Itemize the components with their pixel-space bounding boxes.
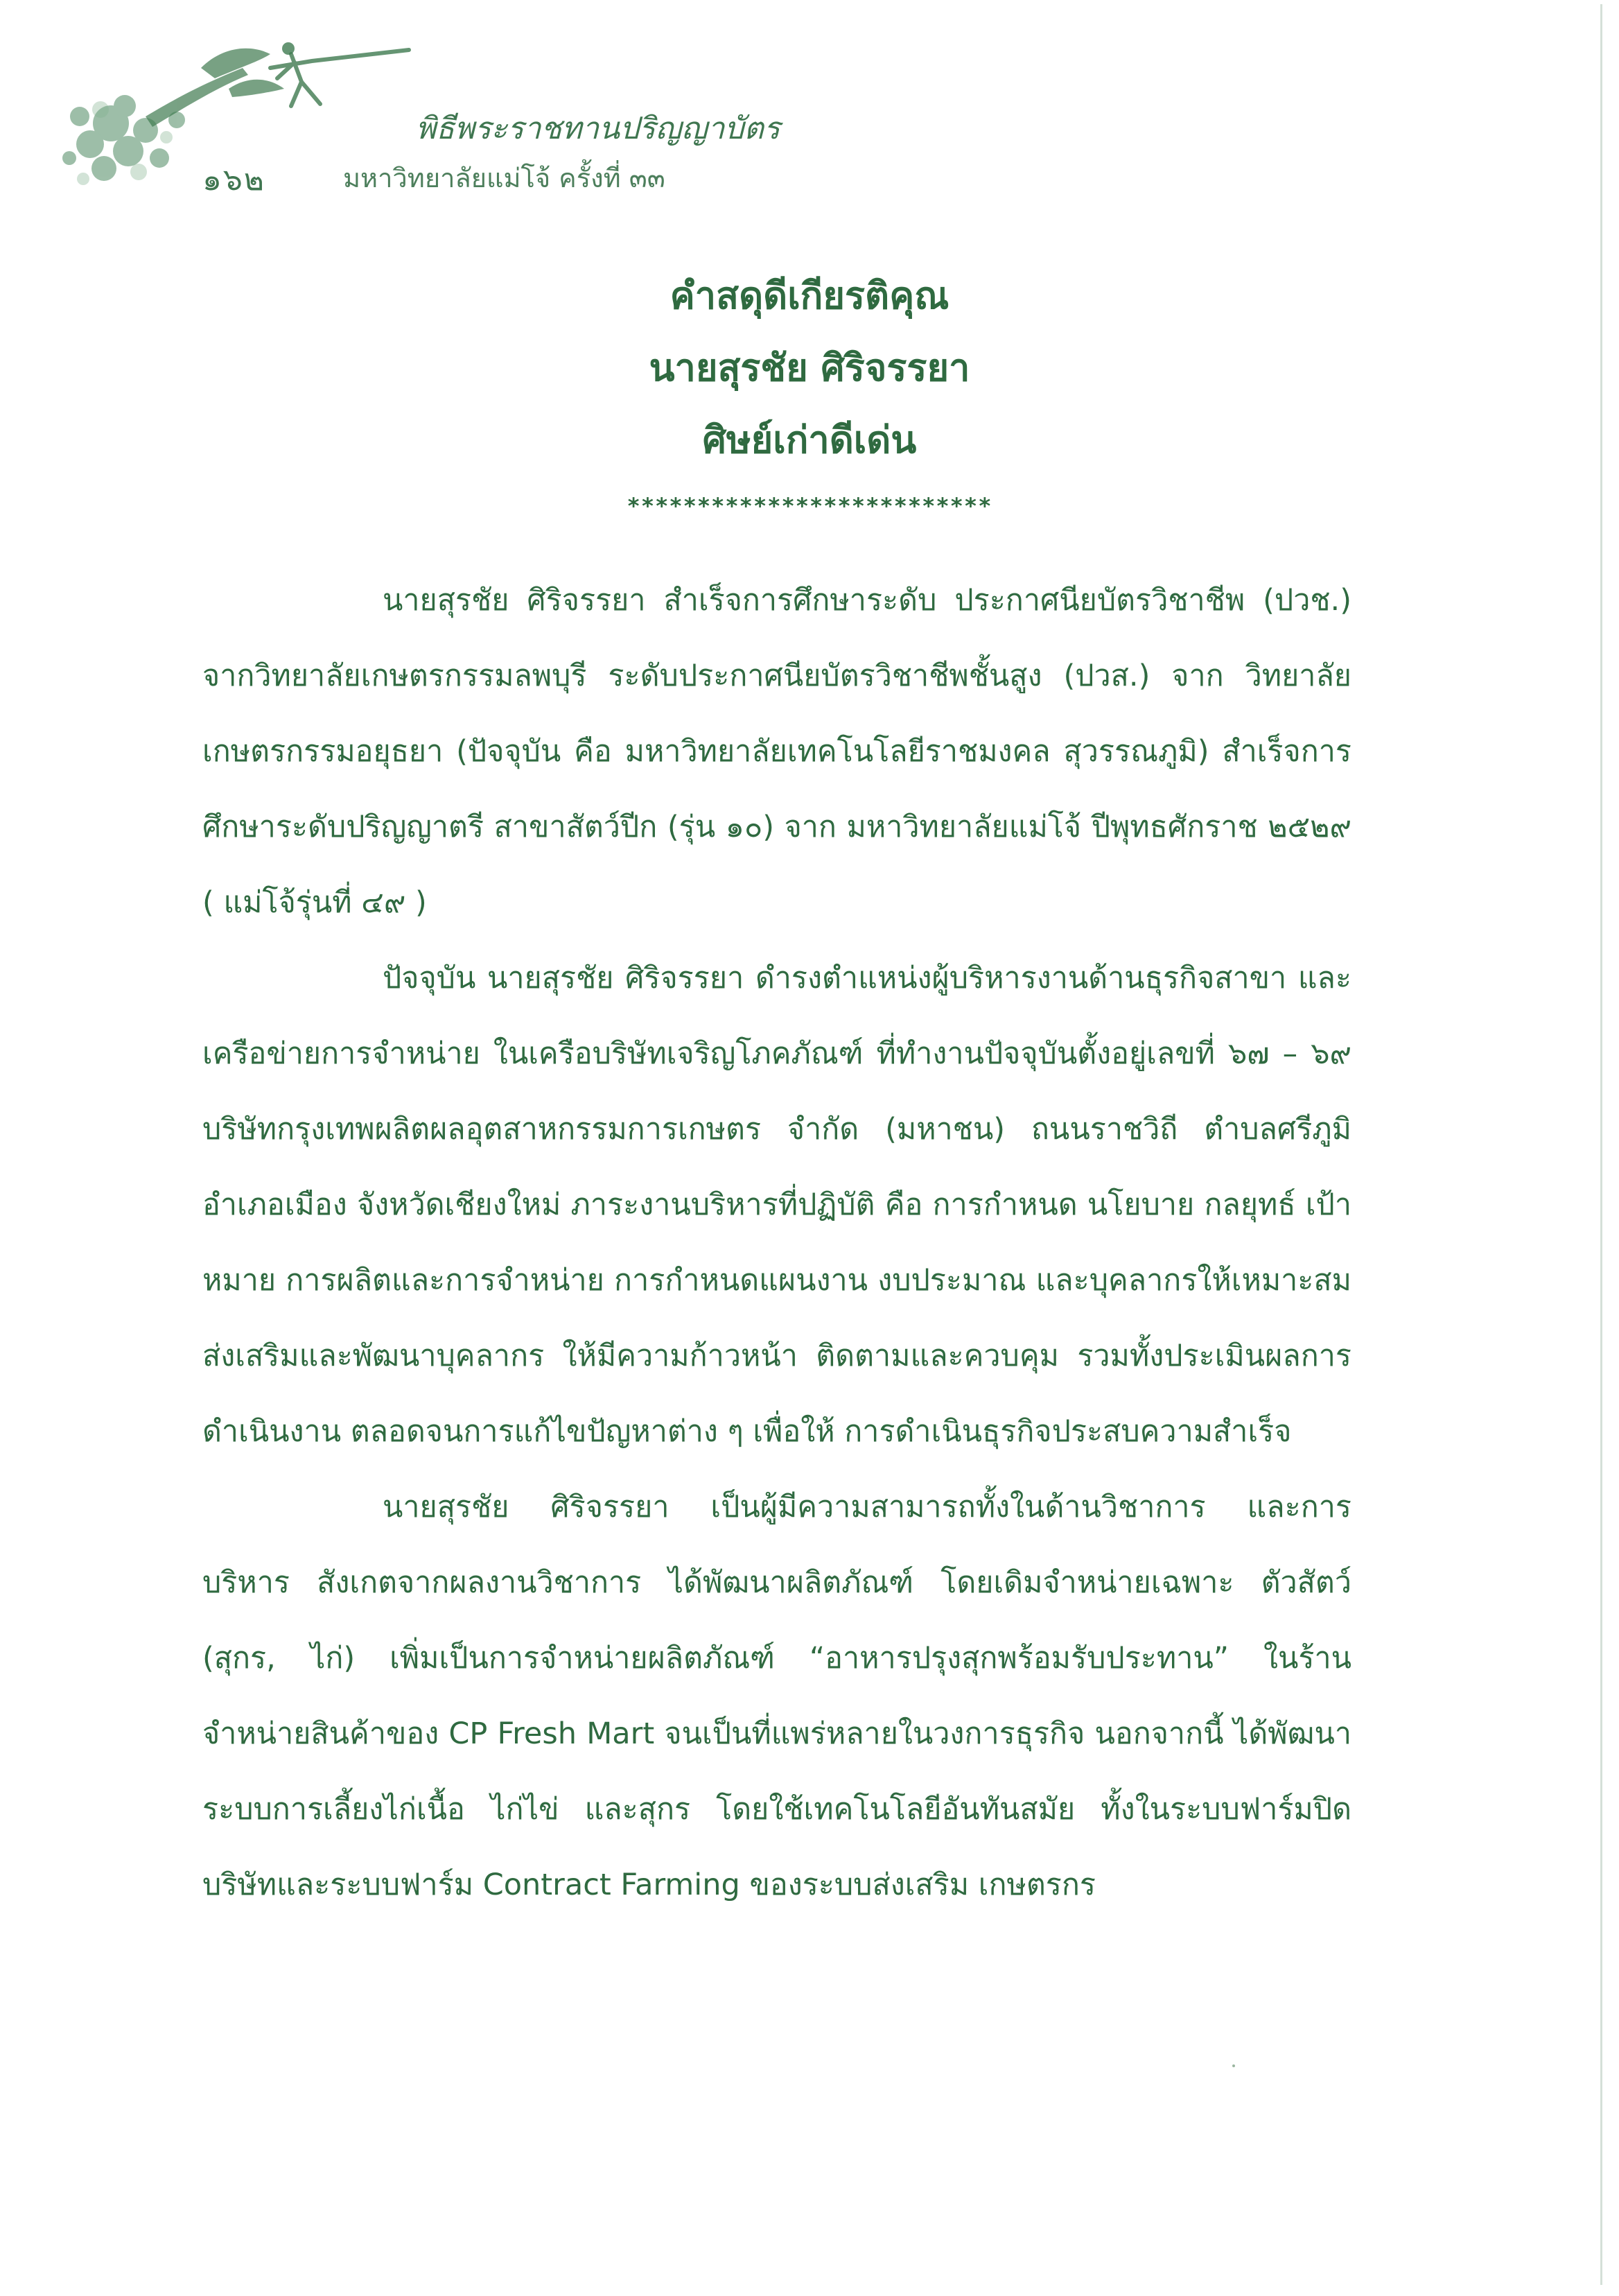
page-number: ๑๖๒ bbox=[202, 162, 265, 198]
paragraph-achievements: นายสุรชัย ศิริจรรยา เป็นผู้มีความสามารถทั้งในด้านวิชาการ และการ บริหาร สังเกตจากผลงานวิชาการ ได้พัฒนาผลิตภัณฑ์ โดยเดิมจำหน่ายเฉพาะ ตัวสัตว์ (สุกร, ไก่) เพิ่มเป็นการจำหน่ายผลิตภัณฑ์ “อาหารปรุงสุกพร้อมรับประทาน” ในร้าน จำหน่ายสินค้าของ CP Fresh Mart จนเป็นที่แพร่หลายในวงการธุรกิจ นอกจากนี้ ได้พัฒนาระบบการเลี้ยงไก่เนื้อ ไก่ไข่ และสุกร โดยใช้เทคโนโลยีอันทันสมัย ทั้งในระบบฟาร์มปิด บริษัทและระบบฟาร์ม Contract Farming ของระบบส่งเสริม เกษตรกร bbox=[202, 1490, 1351, 1902]
page-speck bbox=[1232, 2064, 1235, 2067]
award-title: ศิษย์เก่าดีเด่น bbox=[702, 418, 917, 462]
title-block bbox=[0, 260, 1619, 519]
paragraph-career: ปัจจุบัน นายสุรชัย ศิริจรรยา ดำรงตำแหน่งผู้บริหารงานด้านธุรกิจสาขา และเครือข่ายการจำหน่าย ในเครือบริษัทเจริญโภคภัณฑ์ ที่ทำงานปัจจุบันตั้งอยู่เลขที่ ๖๗ – ๖๙ บริษัทกรุงเทพผลิตผลอุตสาหกรรมการเกษตร จำกัด (มหาชน) ถนนราชวิถี ตำบลศรีภูมิ อำเภอเมือง จังหวัดเชียงใหม่ ภาระงานบริหารที่ปฏิบัติ คือ การกำหนด นโยบาย กลยุทธ์ เป้าหมาย การผลิตและการจำหน่าย การกำหนดแผนงาน งบประมาณ และบุคลากรให้เหมาะสม ส่งเสริมและพัฒนาบุคลากร ให้มีความก้าวหน้า ติดตามและควบคุม รวมทั้งประเมินผลการดำเนินงาน ตลอดจนการแก้ไขปัญหาต่าง ๆ เพื่อให้ การดำเนินธุรกิจประสบความสำเร็จ bbox=[202, 961, 1351, 1449]
document-title: คำสดุดีเกียรติคุณ bbox=[670, 274, 949, 318]
university-round: มหาวิทยาลัยแม่โจ้ ครั้งที่ ๓๓ bbox=[343, 163, 665, 193]
body-text bbox=[202, 563, 1351, 1923]
divider: ************************** bbox=[627, 493, 992, 519]
paragraph-education: นายสุรชัย ศิริจรรยา สำเร็จการศึกษาระดับ ประกาศนียบัตรวิชาชีพ (ปวช.) จากวิทยาลัยเกษตรกรรมลพบุรี ระดับประกาศนียบัตรวิชาชีพชั้นสูง (ปวส.) จาก วิทยาลัยเกษตรกรรมอยุธยา (ปัจจุบัน คือ มหาวิทยาลัยเทคโนโลยีราชมงคล สุวรรณภูมิ) สำเร็จการศึกษาระดับปริญญาตรี สาขาสัตว์ปีก (รุ่น ๑๐) จาก มหาวิทยาลัยแม่โจ้ ปีพุทธศักราช ๒๕๒๙ ( แม่โจ้รุ่นที่ ๔๙ ) bbox=[202, 583, 1351, 920]
ceremony-title: พิธีพระราชทานปริญญาบัตร bbox=[416, 111, 780, 146]
honoree-name: นายสุรชัย ศิริจรรยา bbox=[649, 346, 970, 390]
